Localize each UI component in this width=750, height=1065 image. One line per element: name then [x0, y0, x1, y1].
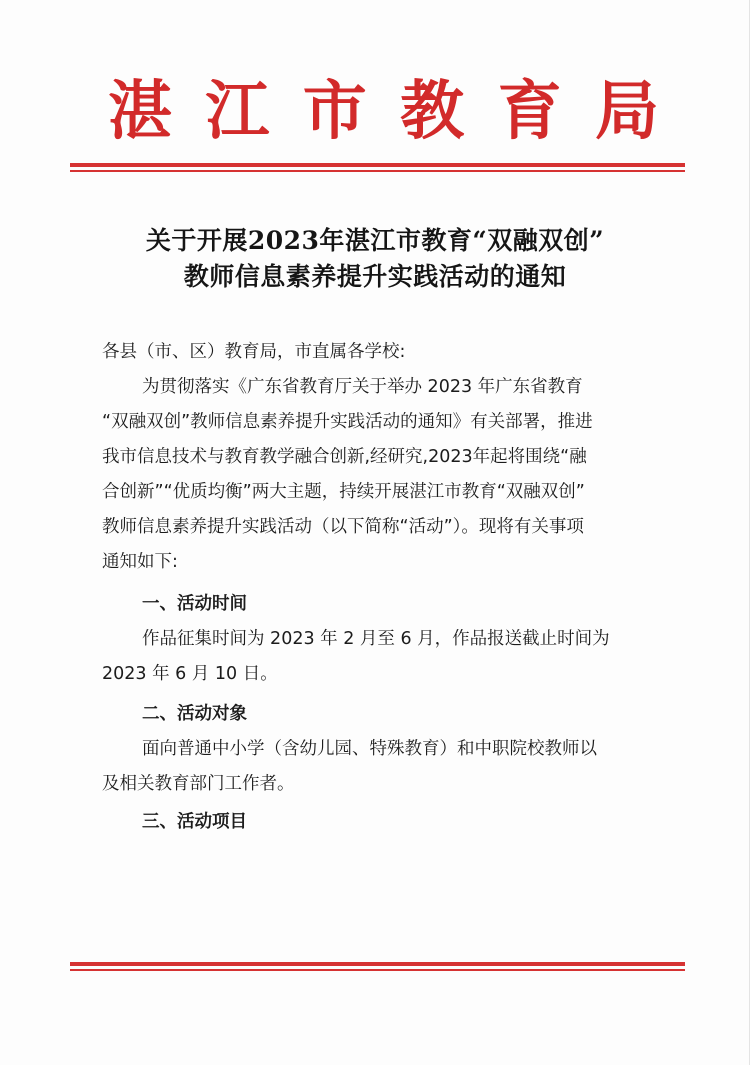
section-2-heading: 二、活动对象 [142, 704, 247, 724]
salutation: 各县（市、区）教育局，市直属各学校: [102, 342, 406, 362]
paragraph-1-line-2: “双融双创”教师信息素养提升实践活动的通知》有关部署，推进 [102, 412, 593, 432]
header-divider-thick [70, 163, 685, 167]
footer-divider-thin [70, 969, 685, 971]
header-divider-thin [70, 170, 685, 172]
org-char: 市 [302, 74, 367, 149]
paragraph-1-line-3: 我市信息技术与教育教学融合创新,经研究,2023年起将围绕“融 [102, 447, 587, 467]
paragraph-1-line-6: 通知如下: [102, 552, 178, 572]
section-3-heading: 三、活动项目 [142, 812, 247, 832]
section-1-line-2: 2023 年 6 月 10 日。 [102, 664, 278, 684]
org-char: 湛 [108, 74, 172, 149]
org-char: 江 [205, 74, 270, 149]
org-char: 局 [594, 74, 659, 149]
section-1-heading: 一、活动时间 [142, 594, 247, 614]
notice-title-line-2: 教师信息素养提升实践活动的通知 [183, 262, 567, 291]
paragraph-1-line-4: 合创新”“优质均衡”两大主题，持续开展湛江市教育“双融双创” [102, 482, 585, 502]
paragraph-1-line-5: 教师信息素养提升实践活动（以下简称“活动”）。现将有关事项 [102, 517, 584, 537]
paragraph-1-line-1: 为贯彻落实《广东省教育厅关于举办 2023 年广东省教育 [142, 377, 583, 397]
section-1-line-1: 作品征集时间为 2023 年 2 月至 6 月，作品报送截止时间为 [142, 629, 610, 649]
header-divider [70, 163, 685, 172]
org-char: 育 [497, 74, 562, 149]
section-2-line-1: 面向普通中小学（含幼儿园、特殊教育）和中职院校教师以 [142, 739, 597, 759]
notice-title-line-1: 关于开展2023年湛江市教育“双融双创” [145, 226, 605, 255]
org-header [70, 72, 685, 152]
footer-divider [70, 962, 685, 971]
section-2-line-2: 及相关教育部门工作者。 [102, 774, 295, 794]
org-char: 教 [400, 74, 465, 149]
footer-divider-thick [70, 962, 685, 966]
